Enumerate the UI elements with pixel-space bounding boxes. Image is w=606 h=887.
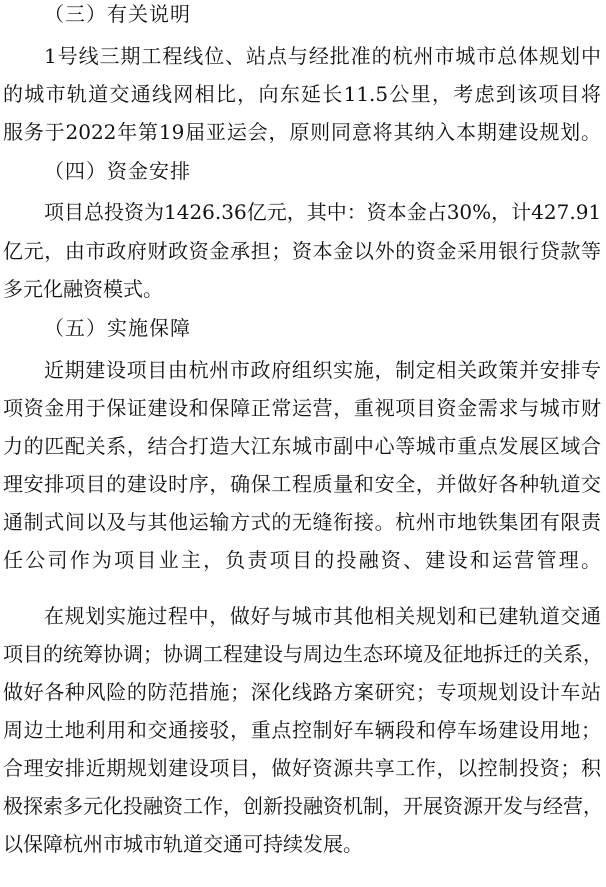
paragraph-line: 项资金用于保证建设和保障正常运营，重视项目资金需求与城市财 <box>3 396 601 420</box>
paragraph-line: 亿元，由市政府财政资金承担；资本金以外的资金采用银行贷款等 <box>3 239 601 263</box>
paragraph-line: 做好各种风险的防范措施；深化线路方案研究；专项规划设计车站 <box>3 680 601 704</box>
paragraph-line: 项目总投资为1426.36亿元，其中：资本金占30%，计427.91 <box>44 200 602 224</box>
paragraph-line: 极探索多元化投融资工作，创新投融资机制，开展资源开发与经营， <box>3 794 603 818</box>
paragraph-line: 以保障杭州市城市轨道交通可持续发展。 <box>3 832 363 856</box>
paragraph-line: 的城市轨道交通线网相比，向东延长11.5公里，考虑到该项目将 <box>3 82 601 106</box>
paragraph-line: 近期建设项目由杭州市政府组织实施，制定相关政策并安排专 <box>44 358 601 382</box>
section-heading-3: （三）有关说明 <box>44 2 191 26</box>
section-heading-4: （四）资金安排 <box>44 159 191 183</box>
paragraph-line: 理安排项目的建设时序，确保工程质量和安全，并做好各种轨道交 <box>3 472 601 496</box>
paragraph-line: 在规划实施过程中，做好与城市其他相关规划和已建轨道交通 <box>44 604 601 628</box>
paragraph-line: 通制式间以及与其他运输方式的无缝衔接。杭州市地铁集团有限责 <box>3 510 601 534</box>
paragraph-line: 服务于2022年第19届亚运会，原则同意将其纳入本期建设规划。 <box>3 120 601 144</box>
paragraph-line: 任公司作为项目业主，负责项目的投融资、建设和运营管理。 <box>3 548 601 572</box>
paragraph-line: 周边土地利用和交通接驳，重点控制好车辆段和停车场建设用地； <box>3 718 601 742</box>
paragraph-line: 项目的统筹协调；协调工程建设与周边生态环境及征地拆迁的关系， <box>3 642 603 666</box>
paragraph-line: 1号线三期工程线位、站点与经批准的杭州市城市总体规划中 <box>44 44 601 68</box>
section-heading-5: （五）实施保障 <box>44 316 191 340</box>
paragraph-line: 力的匹配关系，结合打造大江东城市副中心等城市重点发展区域合 <box>3 434 601 458</box>
paragraph-line: 多元化融资模式。 <box>3 277 163 301</box>
paragraph-line: 合理安排近期规划建设项目，做好资源共享工作，以控制投资；积 <box>3 756 601 780</box>
